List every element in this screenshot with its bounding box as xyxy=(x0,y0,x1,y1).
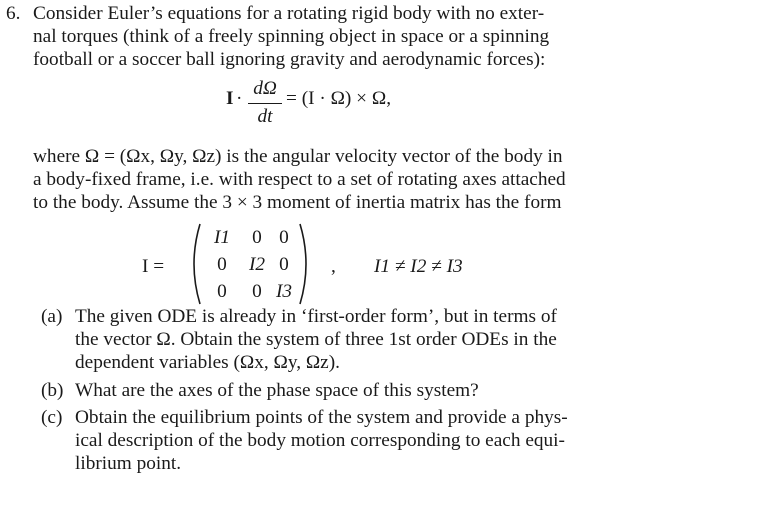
part-c-label: (c) xyxy=(41,407,63,428)
part-a-line-3: dependent variables (Ωx, Ωy, Ωz). xyxy=(75,352,340,373)
right-paren xyxy=(298,222,314,306)
matrix-cell-3-2: 0 xyxy=(252,281,262,302)
matrix-comma: , xyxy=(331,256,336,277)
fraction-numerator: dΩ xyxy=(253,78,277,99)
matrix-cell-1-3: 0 xyxy=(279,227,289,248)
derivative-fraction xyxy=(248,76,282,128)
matrix-label: I = xyxy=(142,256,165,277)
matrix-cell-3-3: I3 xyxy=(275,281,293,302)
part-c-line-3: librium point. xyxy=(75,453,182,474)
intro-line-2: nal torques (think of a freely spinning object in space or a spinning xyxy=(33,26,550,47)
where-line-1: where Ω = (Ωx, Ωy, Ωz) is the angular velocity vector of the body in xyxy=(33,146,563,167)
equation-rhs: = (I · Ω) × Ω, xyxy=(286,88,392,109)
inertia-symbol: I xyxy=(226,88,234,109)
inertia-condition: I1 ≠ I2 ≠ I3 xyxy=(374,256,463,277)
part-c-line-1: Obtain the equilibrium points of the system and provide a phys- xyxy=(75,407,568,428)
matrix-cell-2-3: 0 xyxy=(279,254,289,275)
part-a-line-2: the vector Ω. Obtain the system of three 1st order ODEs in the xyxy=(75,329,557,350)
left-paren xyxy=(186,222,202,306)
where-line-3: to the body. Assume the 3 × 3 moment of inertia matrix has the form xyxy=(33,192,562,213)
matrix-cell-2-1: 0 xyxy=(217,254,227,275)
matrix-cell-2-2: I2 xyxy=(248,254,266,275)
matrix-cell-1-2: 0 xyxy=(252,227,262,248)
part-c-line-2: ical description of the body motion corresponding to each equi- xyxy=(75,430,565,451)
part-a-label: (a) xyxy=(41,306,63,327)
matrix-cell-1-1: I1 xyxy=(213,227,231,248)
fraction-bar xyxy=(248,103,282,104)
problem-number: 6. xyxy=(6,3,21,24)
part-b-line-1: What are the axes of the phase space of this system? xyxy=(75,380,479,401)
intro-line-1: Consider Euler’s equations for a rotating rigid body with no exter- xyxy=(33,3,545,24)
matrix-cell-3-1: 0 xyxy=(217,281,227,302)
part-b-label: (b) xyxy=(41,380,64,401)
intro-line-3: football or a soccer ball ignoring gravity and aerodynamic forces): xyxy=(33,49,546,70)
where-line-2: a body-fixed frame, i.e. with respect to a set of rotating axes attached xyxy=(33,169,566,190)
dot-operator: · xyxy=(236,88,243,109)
fraction-denominator: dt xyxy=(257,106,273,127)
part-a-line-1: The given ODE is already in ‘first-order form’, but in terms of xyxy=(75,306,557,327)
